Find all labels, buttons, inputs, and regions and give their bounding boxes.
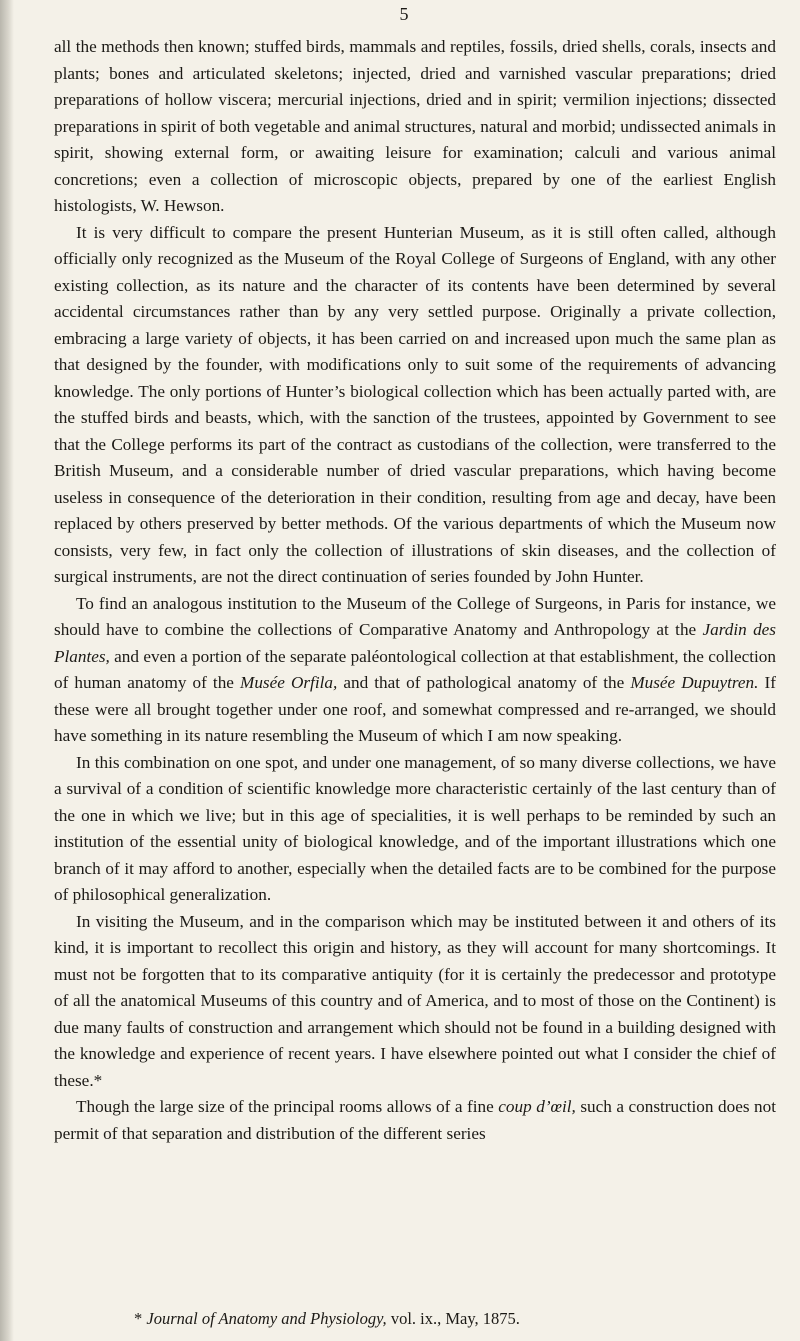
- italic-term-jardin: Jardin des Plantes,: [54, 620, 776, 666]
- paragraph-6: [54, 1094, 776, 1147]
- book-gutter-shadow: [0, 0, 14, 1341]
- footnote-marker: *: [134, 1309, 147, 1328]
- paragraph-3: [54, 591, 776, 750]
- footnote-journal: Journal of Anatomy and Physiology,: [146, 1309, 387, 1328]
- paragraph-4: [54, 750, 776, 909]
- paragraph-text: all the methods then known; stuffed birds, mammals and reptiles, fossils, dried shells, corals, insects and plants; bones and articulated skeletons; injected, dried and varnished vascular preparations; dried preparations of hollow viscera; mercurial injections, dried and in spirit; vermilion injections; dissected preparations in spirit of both vegetable and animal structures, natural and morbid; undissected animals in spirit, showing external form, or awaiting leisure for examination; calculi and various animal concretions; even a collection of microscopic objects, prepared by one of the earliest English histologists, W. Hewson.: [54, 37, 776, 215]
- footnote: [134, 1308, 774, 1330]
- footnote-citation: vol. ix., May, 1875.: [386, 1309, 520, 1328]
- paragraph-text: Though the large size of the principal rooms allows of a fine: [76, 1097, 499, 1116]
- paragraph-text: In this combination on one spot, and under one management, of so many diverse collections, we have a survival of a condition of scientific knowledge more characteristic certainly of the last century than of the one in which we live; but in this age of specialities, it is well perhaps to be reminded by such an institution of the essential unity of biological knowledge, and of the important illustrations which one branch of it may afford to another, especially when the detailed facts are to be combined for the purpose of philosophical generalization.: [54, 752, 776, 904]
- page-number: 5: [399, 4, 409, 24]
- italic-term-orfila: Musée Orfila,: [240, 673, 338, 692]
- paragraph-text: If these were all brought together under one roof, and somewhat compressed and re-arranged, we should have something in its nature resembling the Museum of which I am now speaking.: [54, 673, 776, 745]
- paragraph-text: and that of pathological anatomy of the: [337, 673, 631, 692]
- italic-term-dupuytren: Musée Dupuytren.: [630, 673, 759, 692]
- paragraph-2: [54, 220, 776, 591]
- paragraph-1: [54, 34, 776, 220]
- paragraph-text: In visiting the Museum, and in the comparison which may be instituted between it and others of its kind, it is important to recollect this origin and history, as they will account for many shortcomings. It must not be forgotten that to its comparative antiquity (for it is certainly the predecessor and prototype of all the anatomical Museums of this country and of America, and to most of those on the Continent) is due many faults of construction and arrangement which should not be found in a building designed with the knowledge and experience of recent years. I have elsewhere pointed out what I consider the chief of these.*: [54, 911, 776, 1090]
- body-text: [54, 34, 776, 1147]
- paragraph-text: To find an analogous institution to the Museum of the College of Surgeons, in Paris for instance, we should have to combine the collections of Comparative Anatomy and Anthropology at the: [54, 593, 776, 639]
- paragraph-text: and even a portion of the separate paléontological collection at that establishment, the collection of human anatomy of the: [54, 646, 776, 692]
- italic-term-coup-doeil: coup d’œil,: [498, 1097, 576, 1116]
- paragraph-text: such a construction does not permit of that separation and distribution of the different series: [54, 1097, 776, 1143]
- paragraph-text: It is very difficult to compare the present Hunterian Museum, as it is still often called, although officially only recognized as the Museum of the Royal College of Surgeons of England, with any other existing collection, as its nature and the character of its contents have been determined by several accidental circumstances rather than by any very settled purpose. Originally a private collection, embracing a large variety of objects, it has been carried on and increased upon much the same plan as that designed by the founder, with modifications only to suit some of the requirements of advancing knowledge. The only portions of Hunter’s biological collection which has been actually parted with, are the stuffed birds and beasts, which, with the sanction of the trustees, appointed by Government to see that the College performs its part of the contract as custodians of the collection, were transferred to the British Museum, and a considerable number of dried vascular preparations, which having become useless in consequence of the deterioration in their condition, resulting from age and decay, have been replaced by others preserved by better methods. Of the various departments of which the Museum now consists, very few, in fact only the collection of illustrations of skin diseases, and the collection of surgical instruments, are not the direct continuation of series founded by John Hunter.: [54, 222, 776, 586]
- paragraph-5: [54, 909, 776, 1095]
- book-page: [26, 0, 786, 1341]
